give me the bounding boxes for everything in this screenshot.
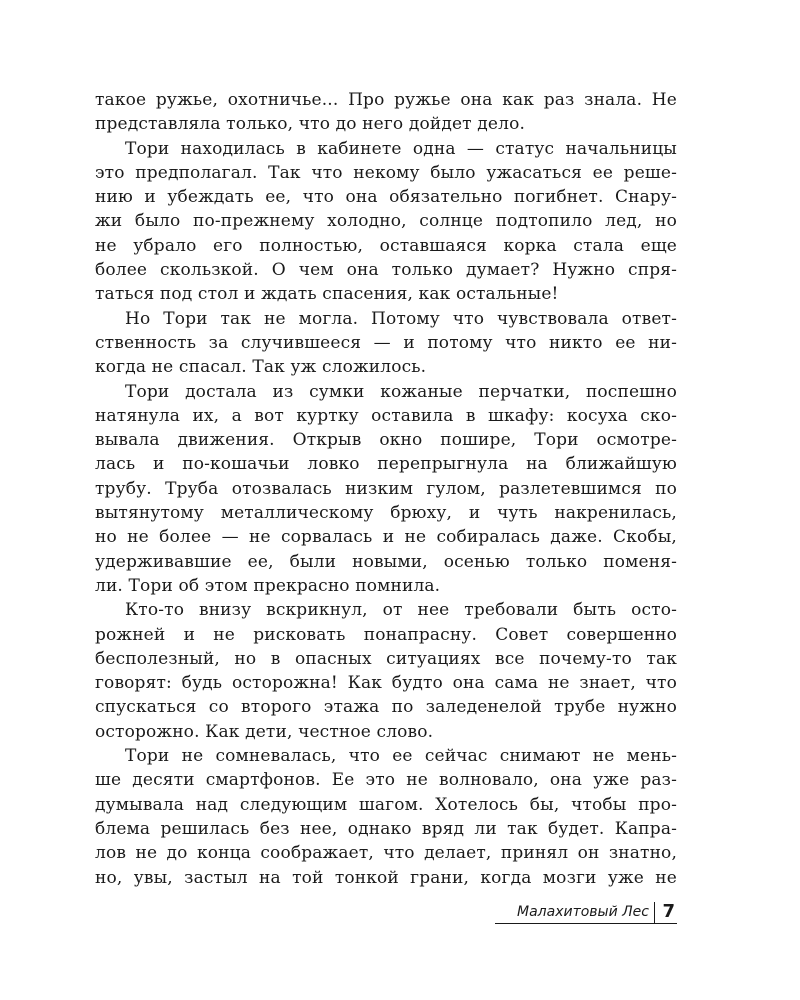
text-line: рожней и не рисковать понапрасну. Совет совершенно: [95, 624, 677, 645]
text-line: нию и убеждать ее, что она обязательно погибнет. Снару-: [95, 187, 677, 208]
text-line: спускаться со второго этажа по заледенелой трубе нужно: [95, 697, 677, 718]
text-line: лась и по-кошачьи ловко перепрыгнула на ближайшую: [95, 454, 677, 475]
text-line: осторожно. Как дети, честное слово.: [95, 721, 434, 742]
text-line: ше десяти смартфонов. Ее это не волновало, она уже раз-: [95, 770, 677, 791]
text-line: вывала движения. Открыв окно пошире, Тори осмотре-: [95, 430, 677, 451]
text-line: более скользкой. О чем она только думает? Нужно спря-: [95, 260, 677, 281]
footer-separator: [654, 902, 655, 924]
text-line: когда не спасал. Так уж сложилось.: [95, 357, 427, 378]
body-text: [95, 88, 677, 890]
text-line: удерживавшие ее, были новыми, осенью только поменя-: [95, 551, 677, 572]
text-line: блема решилась без нее, однако вряд ли так будет. Капра-: [95, 818, 677, 839]
text-line: бесполезный, но в опасных ситуациях все почему-то так: [95, 648, 677, 669]
text-line: жи было по-прежнему холодно, солнце подтопило лед, но: [95, 211, 677, 232]
running-title: Малахитовый Лес: [517, 904, 649, 920]
text-line: не убрало его полностью, оставшаяся корка стала еще: [95, 235, 677, 256]
text-line: но не более — не сорвалась и не собиралась даже. Скобы,: [95, 527, 677, 548]
text-line: представляла только, что до него дойдет дело.: [95, 114, 526, 135]
text-line: Но Тори так не могла. Потому что чувствовала ответ-: [125, 308, 677, 329]
text-line: такое ружье, охотничье... Про ружье она как раз знала. Не: [95, 90, 677, 110]
text-line: вытянутому металлическому брюху, и чуть накренилась,: [95, 503, 677, 524]
text-line: думывала над следующим шагом. Хотелось бы, чтобы про-: [95, 794, 677, 815]
text-line: но, увы, застыл на той тонкой грани, когда мозги уже не: [95, 867, 677, 888]
text-line: говорят: будь осторожна! Как будто она сама не знает, что: [95, 673, 677, 694]
text-line: натянула их, а вот куртку оставила в шкафу: косуха ско-: [95, 405, 677, 426]
text-line: Тори находилась в кабинете одна — статус начальницы: [125, 138, 677, 159]
footer-rule: [495, 923, 677, 924]
page-footer: [495, 902, 677, 924]
text-line: лов не до конца соображает, что делает, принял он знатно,: [95, 843, 677, 864]
text-line: ли. Тори об этом прекрасно помнила.: [95, 575, 441, 596]
text-line: ственность за случившееся — и потому что никто ее ни-: [95, 332, 677, 353]
text-line: Тори не сомневалась, что ее сейчас снимают не мень-: [125, 746, 677, 767]
text-line: это предполагал. Так что некому было ужасаться ее реше-: [95, 162, 677, 183]
text-line: трубу. Труба отозвалась низким гулом, разлетевшимся по: [95, 478, 677, 499]
page-number: 7: [662, 901, 675, 922]
text-line: Тори достала из сумки кожаные перчатки, поспешно: [125, 381, 677, 402]
text-line: таться под стол и ждать спасения, как остальные!: [95, 284, 559, 305]
text-line: Кто-то внизу вскрикнул, от нее требовали быть осто-: [125, 600, 677, 621]
